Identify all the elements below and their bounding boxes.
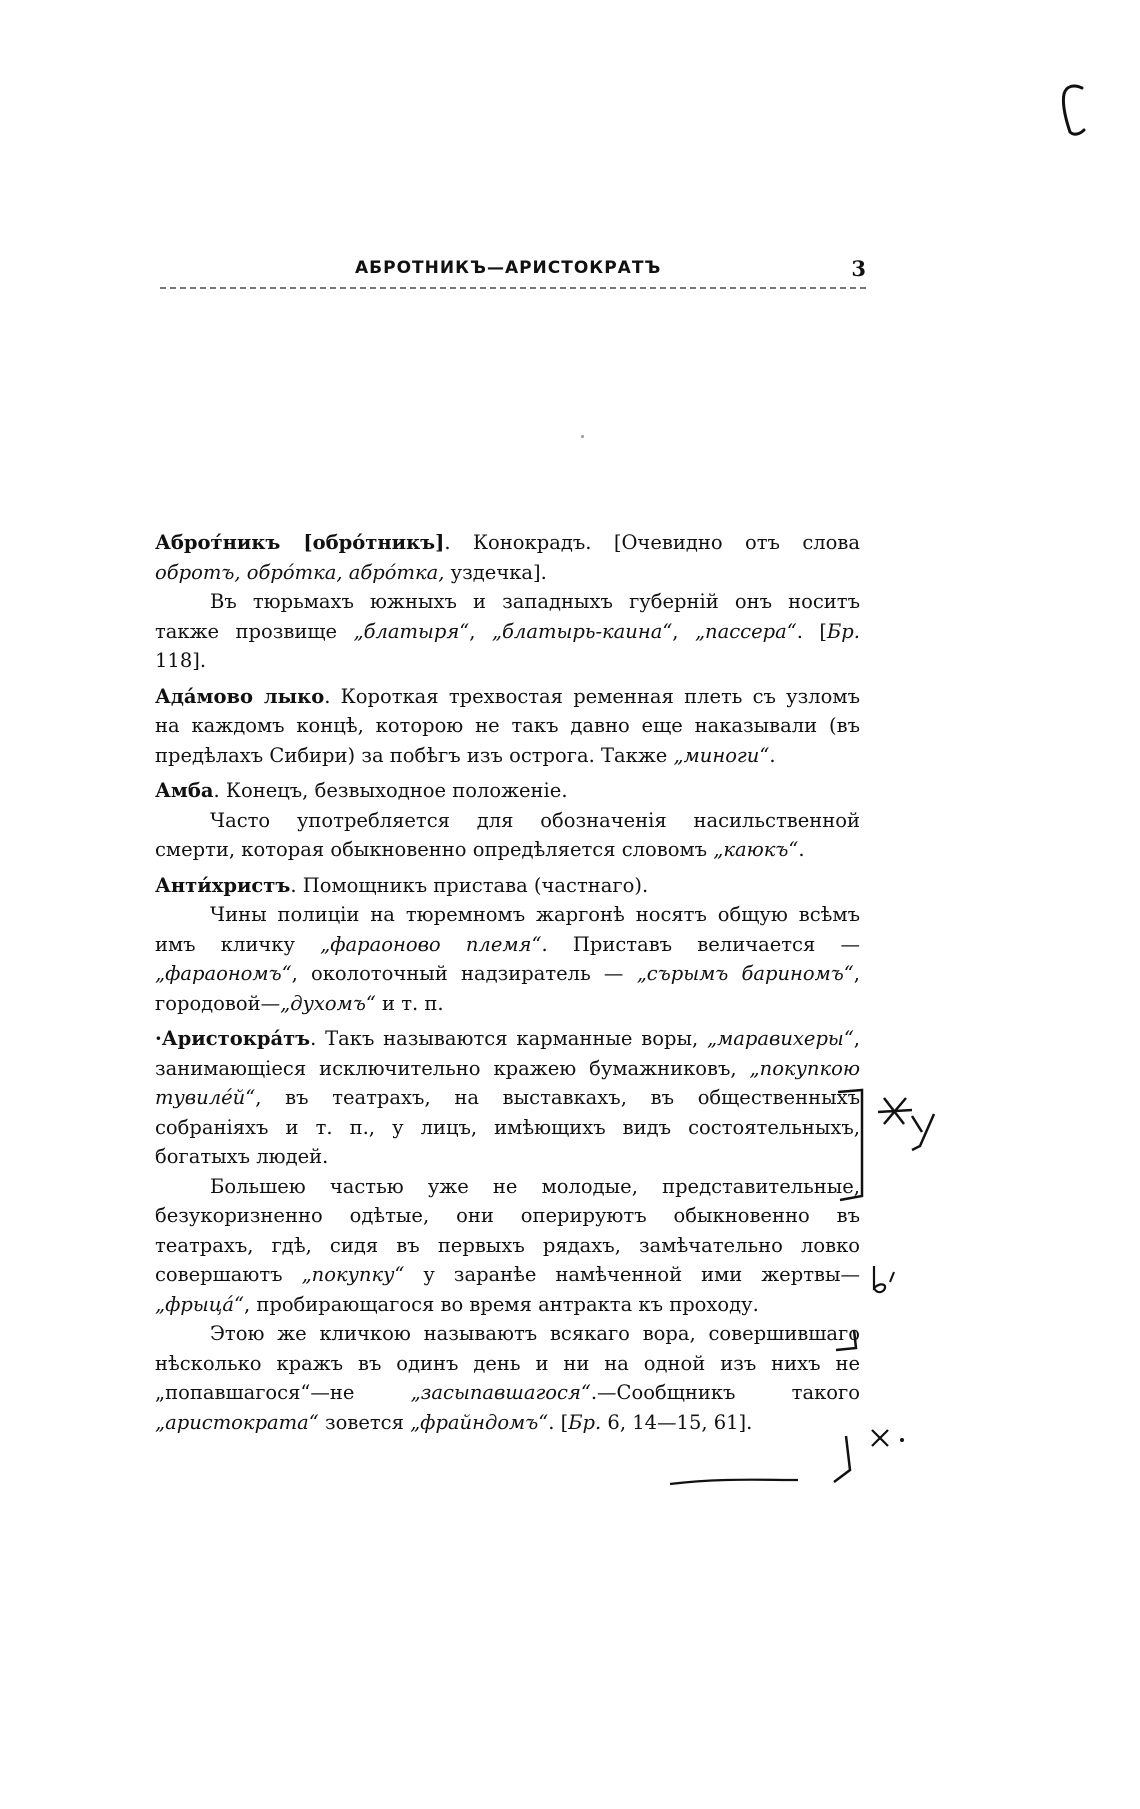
- italic-term: „покупку“: [301, 1263, 405, 1286]
- entry-paragraph: [155, 871, 860, 901]
- running-head-title: АБРОТНИКЪ—АРИСТОКРАТЪ: [355, 258, 662, 278]
- page-number: 3: [851, 256, 866, 281]
- entry-text: Въ тюрьмахъ южныхъ и западныхъ губерній онъ носитъ также прозвище: [155, 590, 860, 643]
- italic-term: „фараоново племя“: [320, 932, 542, 956]
- entry-text: , въ театрахъ, на выставкахъ, въ общественныхъ собраніяхъ и т. п., у лицъ, имѣющихъ видъ состоятельныхъ, богатыхъ людей.: [155, 1086, 860, 1168]
- entry-text: , городовой—: [155, 962, 860, 1015]
- italic-term: „покупкою тувилéй“: [155, 1056, 860, 1109]
- entry-text: . Такъ называются карманные воры,: [310, 1027, 707, 1050]
- italic-term: „каюкъ“: [713, 838, 799, 861]
- entry-text: , пробирающагося во время антракта къ проходу.: [243, 1292, 759, 1316]
- entry-text: 118].: [155, 649, 207, 672]
- entry-continuation: [155, 587, 860, 676]
- italic-term: „пассера“: [694, 619, 797, 643]
- entry-text: .: [798, 838, 805, 861]
- entry-text: . Короткая трехвостая ременная плеть съ узломъ на каждомъ концѣ, которою не такъ давно еще наказывали (въ предѣлахъ Сибири) за побѣгъ изъ острога. Также: [155, 684, 860, 767]
- italic-term: „блатыря“: [353, 619, 470, 643]
- entry-text: . [: [796, 619, 827, 643]
- italic-term: „фрыцá“: [155, 1292, 244, 1316]
- entry-text: уздечка].: [444, 560, 547, 584]
- entry-paragraph: [155, 776, 860, 806]
- entry-continuation: [155, 1172, 860, 1320]
- handwritten-corner-mark: [1052, 80, 1092, 140]
- margin-note-star-y: [878, 1098, 934, 1150]
- entry-text: и т. п.: [375, 991, 444, 1015]
- italic-term: „аристократа“: [155, 1410, 319, 1434]
- entry-paragraph: [155, 528, 860, 587]
- entry-text: ,: [672, 619, 695, 643]
- dictionary-entries: [155, 528, 860, 1437]
- entry-text: зовется: [318, 1410, 411, 1434]
- entry-text: , околоточный надзиратель —: [291, 962, 637, 985]
- entry-text: Этою же кличкою называютъ всякаго вора, совершившаго нѣсколько кражъ въ одинъ день и ни на одной изъ нихъ не „попавшагося“—не: [155, 1322, 860, 1404]
- headword: [обро́тникъ]: [280, 531, 445, 554]
- entry-text: . Помощникъ пристава (частнаго).: [290, 873, 649, 897]
- headword: Амба: [155, 779, 214, 802]
- entry-text: Часто употребляется для обозначенія насильственной смерти, которая обыкновенно опредѣляется словомъ: [155, 808, 860, 861]
- underline-fraindom: [670, 1480, 798, 1484]
- stray-ink-dot: [581, 435, 584, 438]
- entry-text: .: [769, 743, 776, 767]
- italic-term: „фрайндомъ“: [410, 1410, 549, 1434]
- margin-bracket-3: [834, 1436, 850, 1482]
- entry-paragraph: [155, 682, 860, 771]
- entry-text: . Приставъ величается —: [541, 932, 860, 956]
- entry-text: . [: [548, 1410, 569, 1434]
- header-rule: [160, 287, 866, 289]
- italic-term: „засыпавшагося“: [410, 1381, 591, 1404]
- margin-note-b: [874, 1266, 894, 1292]
- headword: Аброт́никъ: [155, 531, 281, 554]
- italic-term: „миноги“: [673, 743, 770, 767]
- italic-term: обротъ, обро́тка, абро́тка,: [155, 560, 445, 584]
- entry-text: 6, 14—15, 61].: [601, 1410, 753, 1434]
- entry-continuation: [155, 1319, 860, 1437]
- italic-term: „духомъ“: [280, 991, 376, 1015]
- entry-paragraph: [155, 1024, 860, 1172]
- entry-text: Чины полиціи на тюремномъ жаргонѣ носятъ общую всѣмъ имъ кличку: [155, 903, 860, 956]
- entry-continuation: [155, 900, 860, 1018]
- headword: Анти́христъ: [155, 873, 291, 897]
- headword: Ада́мово лыко: [155, 684, 325, 708]
- italic-term: Бр.: [568, 1410, 602, 1434]
- italic-term: „блатырь-каина“: [491, 619, 673, 643]
- entry-text: . Конецъ, безвыходное положеніе.: [213, 779, 568, 802]
- entry-text: , занимающіеся исключительно кражею бумажниковъ,: [155, 1027, 860, 1080]
- entry-text: . Конокрадъ. [Очевидно отъ слова: [444, 531, 860, 554]
- italic-term: Бр.: [826, 619, 860, 643]
- margin-note-star-2: [872, 1430, 904, 1446]
- italic-term: „маравихеры“: [707, 1027, 854, 1050]
- italic-term: „сърымъ бариномъ“: [636, 962, 854, 985]
- italic-term: „фараономъ“: [155, 962, 292, 985]
- entry-text: Большею частью уже не молодые, представительные, безукоризненно одѣтые, они оперируютъ обыкновенно въ театрахъ, гдѣ, сидя въ первыхъ рядахъ, замѣчательно ловко совершаютъ: [155, 1174, 860, 1286]
- entry-text: у заранѣе намѣченной ими жертвы—: [404, 1263, 860, 1286]
- running-head: [160, 256, 866, 290]
- entry-continuation: [155, 806, 860, 865]
- headword: ·Аристокра́тъ: [155, 1027, 311, 1050]
- entry-text: .—Сообщникъ такого: [590, 1381, 860, 1404]
- entry-text: ,: [469, 619, 492, 643]
